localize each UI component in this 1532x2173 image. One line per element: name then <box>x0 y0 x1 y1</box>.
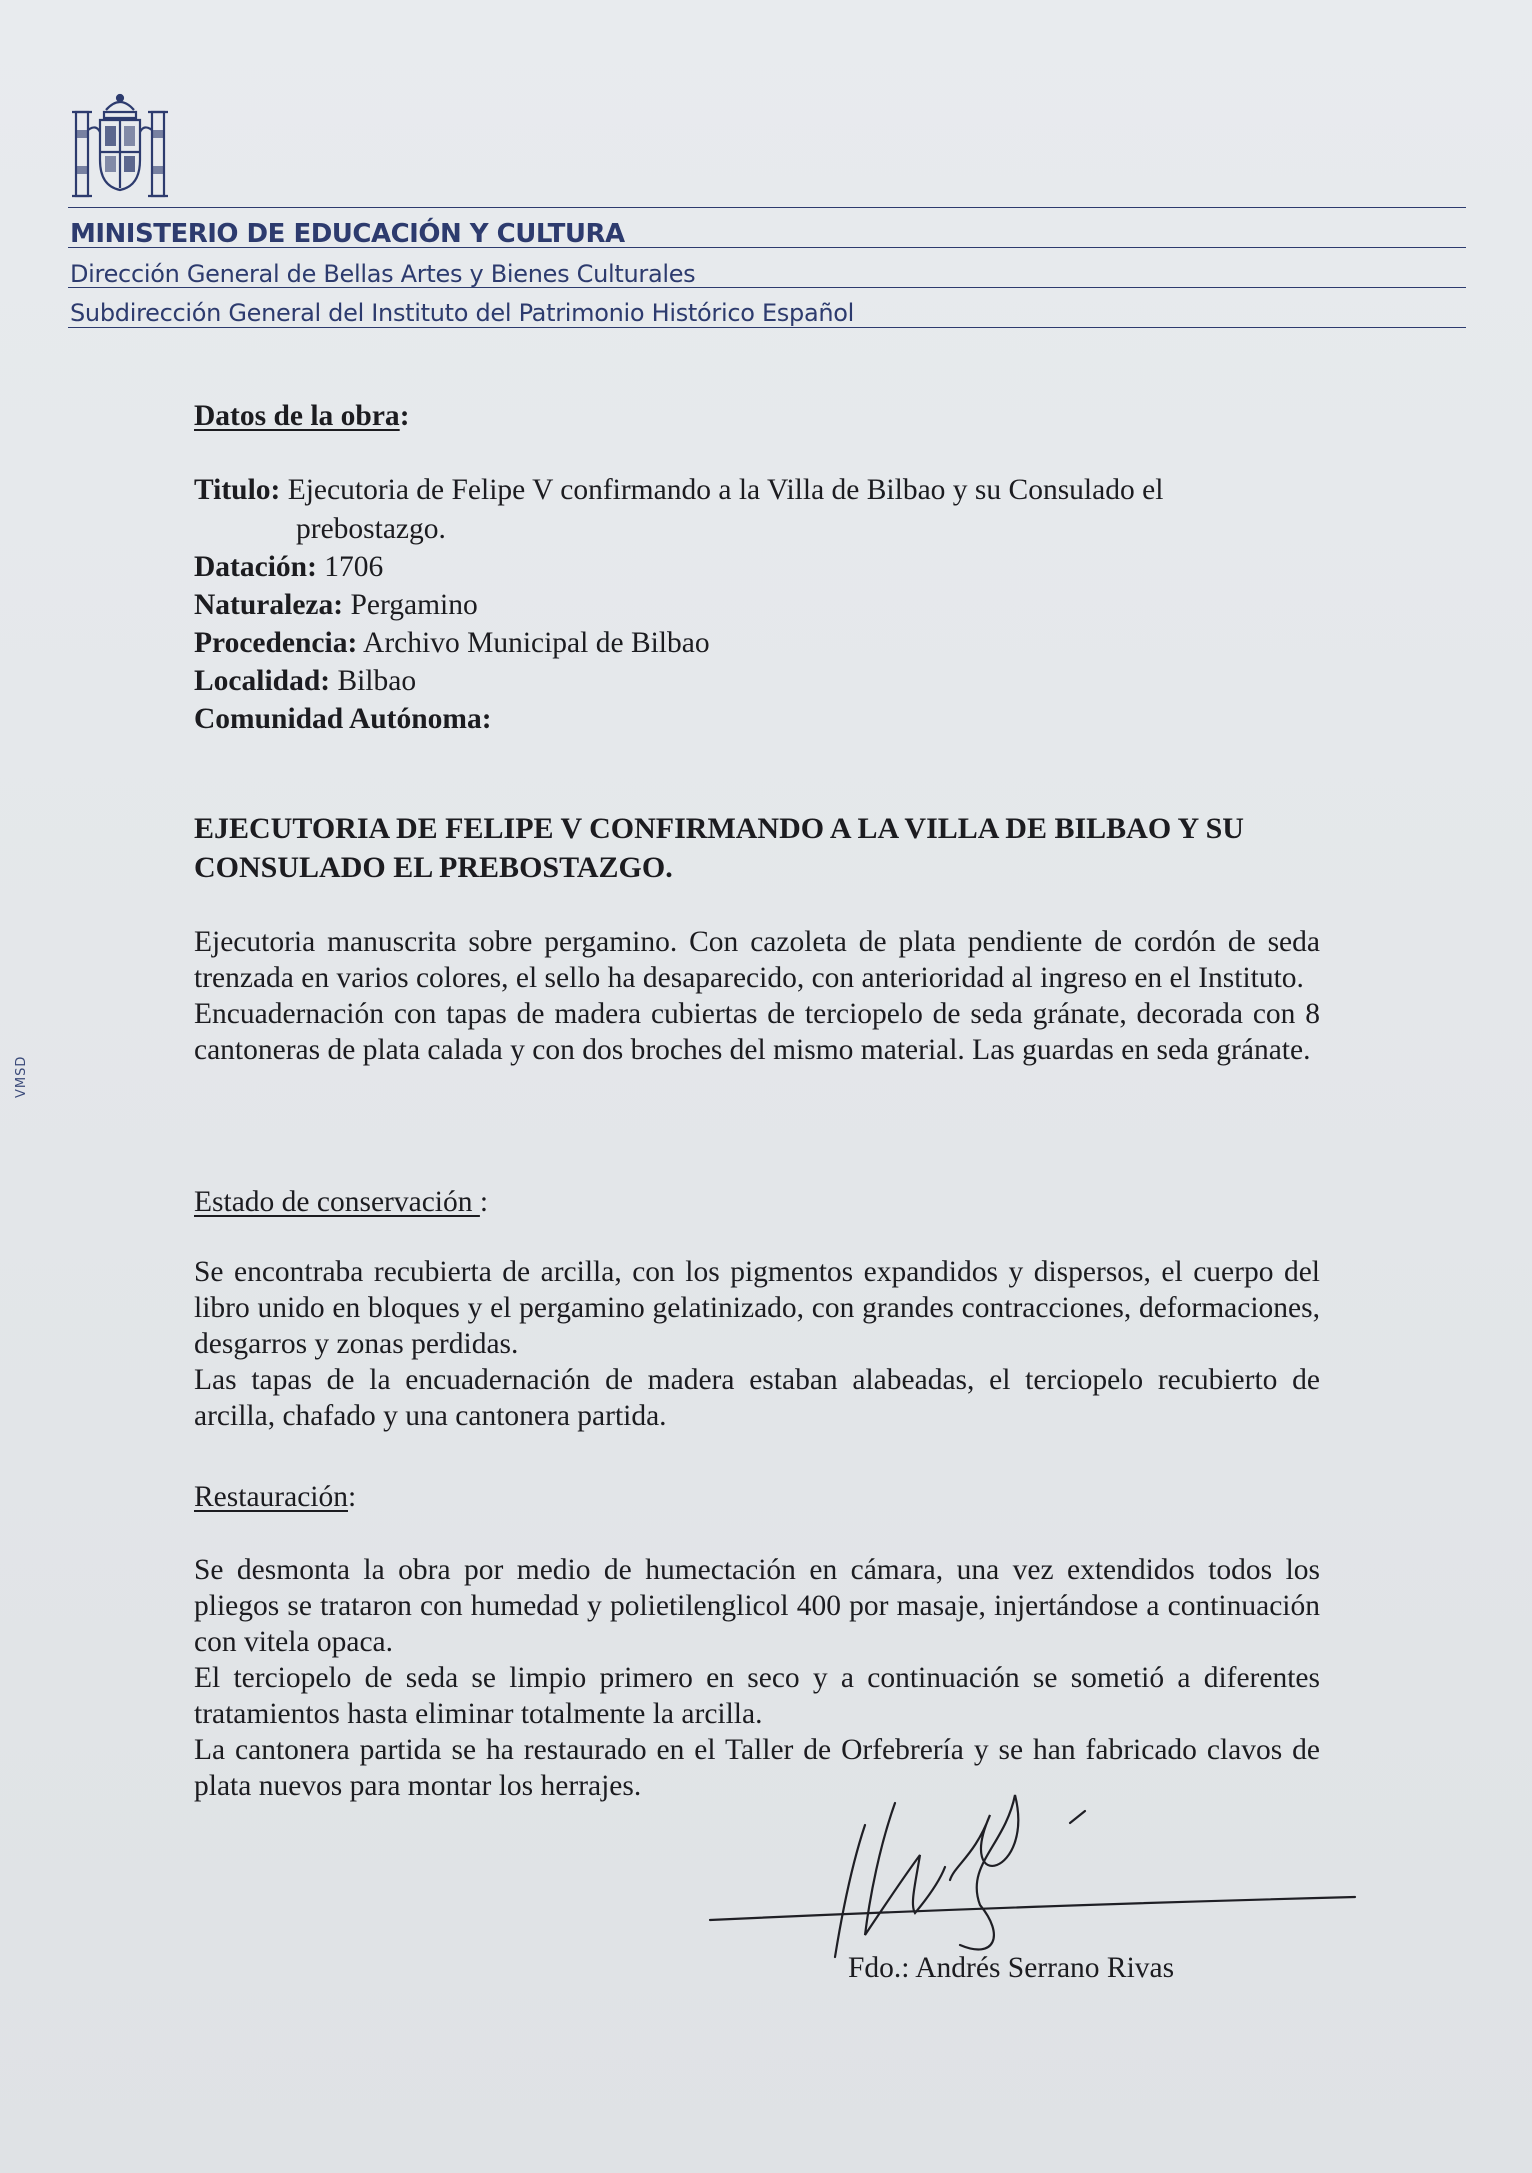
estado-body <box>194 1254 1320 1434</box>
subdirectorate-name: Subdirección General del Instituto del Patrimonio Histórico Español <box>70 299 855 327</box>
header-rule <box>68 327 1466 328</box>
field-titulo: Titulo: Ejecutoria de Felipe V confirmando a la Villa de Bilbao y su Consulado el <box>194 474 1164 506</box>
handwritten-signature <box>705 1785 1365 1965</box>
restauracion-paragraph: Se desmonta la obra por medio de humectación en cámara, una vez extendidos todos los pliegos se trataron con humedad y polietilenglicol 400 por masaje, injertándose a continuación con vitela opaca. <box>194 1554 1320 1658</box>
estado-paragraph: Se encontraba recubierta de arcilla, con los pigmentos expandidos y dispersos, el cuerpo del libro unido en bloques y el pergamino gelatinizado, con grandes contracciones, deformaciones, desgarros y zonas perdidas. <box>194 1256 1320 1360</box>
field-procedencia: Procedencia: Archivo Municipal de Bilbao <box>194 627 710 659</box>
datos-heading: Datos de la obra: <box>194 400 410 432</box>
field-datacion: Datación: 1706 <box>194 551 384 583</box>
signature-name: Fdo.: Andrés Serrano Rivas <box>848 1952 1175 1984</box>
restauracion-paragraph: El terciopelo de seda se limpio primero en seco y a continuación se sometió a diferentes tratamientos hasta eliminar totalmente la arcilla. <box>194 1662 1320 1730</box>
field-comunidad: Comunidad Autónoma: <box>194 703 492 735</box>
directorate-name: Dirección General de Bellas Artes y Bienes Culturales <box>70 260 696 288</box>
estado-paragraph: Las tapas de la encuadernación de madera estaban alabeadas, el terciopelo recubierto de arcilla, chafado y una cantonera partida. <box>194 1364 1320 1432</box>
main-title: EJECUTORIA DE FELIPE V CONFIRMANDO A LA VILLA DE BILBAO Y SU CONSULADO EL PREBOSTAZGO. <box>194 812 1244 884</box>
field-naturaleza: Naturaleza: Pergamino <box>194 589 478 621</box>
estado-heading: Estado de conservación : <box>194 1186 489 1218</box>
description-paragraph: Ejecutoria manuscrita sobre pergamino. Con cazoleta de plata pendiente de cordón de seda trenzada en varios colores, el sello ha desaparecido, con anterioridad al ingreso en el Instituto. <box>194 926 1320 994</box>
description <box>194 924 1320 1068</box>
restauracion-body <box>194 1552 1320 1804</box>
restauracion-heading: Restauración: <box>194 1481 357 1513</box>
header-rule <box>68 207 1466 208</box>
ministry-name: MINISTERIO DE EDUCACIÓN Y CULTURA <box>70 219 625 249</box>
coat-of-arms-icon <box>68 90 172 200</box>
restauracion-paragraph: La cantonera partida se ha restaurado en el Taller de Orfebrería y se han fabricado clavos de plata nuevos para montar los herrajes. <box>194 1734 1320 1802</box>
field-localidad: Localidad: Bilbao <box>194 665 417 697</box>
header-rule <box>68 247 1466 248</box>
side-mark: VMSD <box>14 1055 29 1098</box>
header-rule <box>68 287 1466 288</box>
field-titulo-cont: prebostazgo. <box>296 513 446 545</box>
description-paragraph: Encuadernación con tapas de madera cubiertas de terciopelo de seda gránate, decorada con 8 cantoneras de plata calada y con dos broches del mismo material. Las guardas en seda gránate. <box>194 998 1320 1066</box>
